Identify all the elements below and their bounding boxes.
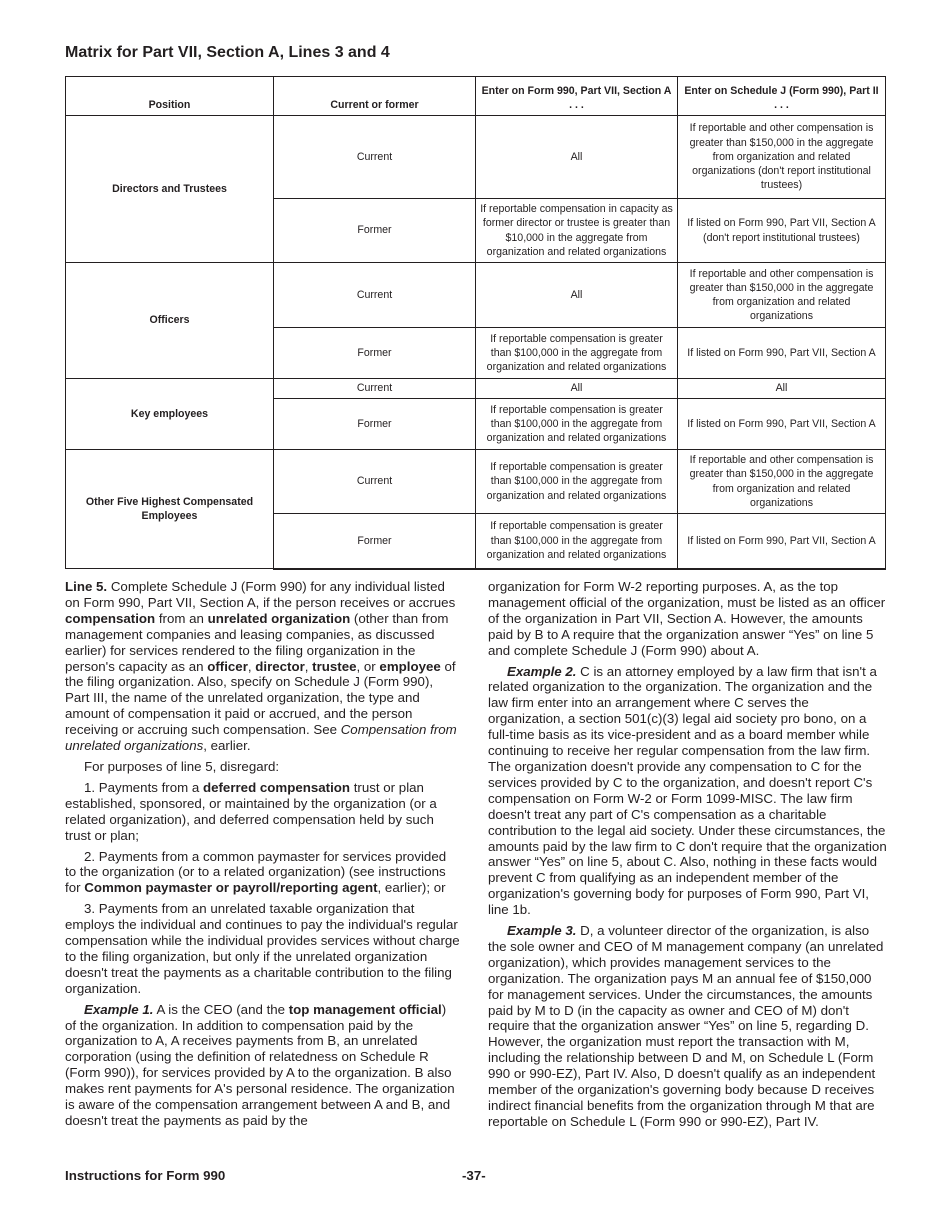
text-run: 1. Payments from a [84, 779, 203, 795]
text-run: D, a volunteer director of the organization, is also the sole owner and CEO of M management company (an unrelated organization), which provides management services to the organization. The organization pays M an annual fee of $150,000 for management services. Under the circumstances, the amounts paid by M to D (in the capacity as owner and CEO of M) don't require that the organization answer “Yes” on line 5, regarding D. However, the organization must report the transaction with M, including the relationship between D and M, on Schedule L (Form 990 or 990-EZ), Part IV. Also, D doesn't qualify as an independent member of the organization's governing body because D receives indirect financial benefits from the organization through M that are reportable on Schedule L (Form 990 or 990-EZ), Part IV. [488, 923, 884, 1129]
text-run: 3. Payments from an unrelated taxable organization that employs the individual and continues to pay the individual's regular compensation while the individual provides services without charge to the filing organization, but only if the unrelated organization doesn't treat the payments as a charitable contribution to the filing organization. [65, 901, 460, 996]
text-run: ) of the organization. In addition to compensation paid by the organization to A, A receives payments from B, an unrelated corporation (using the definition of relatedness on Schedule R (Form 990)), for services provided by A to the organization. B also makes rent payments for A's personal residence. The organization is aware of the compensation arrangement between A and B, and doesn't treat the payments as paid by the [65, 1001, 455, 1128]
paragraph [65, 1002, 460, 1129]
status-cell: Former [274, 399, 476, 450]
text-run: , earlier); or [377, 880, 446, 896]
part7-cell: If reportable compensation in capacity as former director or trustee is greater than $10,000 in the aggregate from organization and related organizations [476, 199, 678, 263]
table-row [66, 116, 886, 199]
table-row [66, 263, 886, 328]
part7-cell: If reportable compensation is greater than $100,000 in the aggregate from organization and related organizations [476, 514, 678, 569]
footer-form-title: Instructions for Form 990 [65, 1168, 226, 1183]
text-run: from an [155, 610, 208, 626]
schedule-j-cell: If reportable and other compensation is greater than $150,000 in the aggregate from organization and related organizations (don't report institutional trustees) [678, 116, 886, 199]
page-title: Matrix for Part VII, Section A, Lines 3 and 4 [65, 44, 390, 61]
text-run: For purposes of line 5, disregard: [84, 758, 280, 774]
schedule-j-cell: All [678, 379, 886, 399]
emphasized-text: Line 5. [65, 579, 108, 594]
text-run: 2. Payments from a common paymaster for services provided to the organization (or to a related organization) (see instructions for [65, 848, 447, 896]
status-cell: Former [274, 328, 476, 379]
emphasized-text: Example 3. [507, 923, 577, 939]
emphasized-text: unrelated organization [207, 610, 351, 626]
column-header: Current or former [274, 77, 476, 116]
emphasized-text: top management official [288, 1001, 442, 1017]
part7-cell: If reportable compensation is greater than $100,000 in the aggregate from organization and related organizations [476, 450, 678, 514]
paragraph [65, 759, 460, 775]
schedule-j-cell: If reportable and other compensation is greater than $150,000 in the aggregate from organization and related organizations [678, 263, 886, 328]
schedule-j-cell: If listed on Form 990, Part VII, Section A (don't report institutional trustees) [678, 199, 886, 263]
table-row [66, 450, 886, 514]
schedule-j-cell: If listed on Form 990, Part VII, Section A [678, 399, 886, 450]
emphasized-text: trustee [312, 658, 357, 674]
status-cell: Current [274, 450, 476, 514]
text-run: (other than from management companies and leasing companies, as discussed earlier) for services rendered to the filing organization in the person's capacity as an [65, 610, 449, 674]
text-run: organization for Form W-2 reporting purposes. A, as the top management official of the organization, must be listed as an officer of the organization in Part VII, Section A. However, the amounts paid by B to A require that the organization answer “Yes” on line 5 and complete Schedule J (Form 990) about A. [488, 579, 886, 658]
schedule-j-cell: If reportable and other compensation is greater than $150,000 in the aggregate from organization and related organizations [678, 450, 886, 514]
emphasized-text: Example 1. [84, 1001, 154, 1017]
paragraph [65, 579, 460, 754]
text-run: A is the CEO (and the [153, 1001, 289, 1017]
emphasized-text: Compensation from unrelated organizations [65, 722, 457, 754]
text-run: trust or plan established, sponsored, or maintained by the organization (or a related organization), and deferred compensation held by such trust or plan; [65, 779, 437, 843]
paragraph [488, 923, 888, 1130]
status-cell: Current [274, 263, 476, 328]
emphasized-text: employee [379, 658, 441, 674]
left-text-column [65, 579, 460, 1134]
position-cell: Key employees [66, 379, 274, 450]
position-cell: Directors and Trustees [66, 116, 274, 263]
part7-cell: All [476, 263, 678, 328]
text-run: of the filing organization. Also, specify on Schedule J (Form 990), Part III, the name of the unrelated organization, the type and amount of compensation it paid or accrued, and the person receiving or accruing such compensation. See [65, 658, 456, 738]
text-run: Complete Schedule J (Form 990) for any individual listed on Form 990, Part VII, Section A, if the person receives or accrues [65, 579, 456, 610]
emphasized-text: compensation [65, 610, 156, 626]
paragraph [488, 664, 888, 919]
text-run: , [304, 658, 313, 674]
emphasized-text: director [255, 658, 305, 674]
part7-cell: All [476, 116, 678, 199]
position-cell: Other Five Highest Compensated Employees [66, 450, 274, 569]
status-cell: Former [274, 514, 476, 569]
status-cell: Former [274, 199, 476, 263]
text-run: , [247, 658, 256, 674]
column-header: Position [66, 77, 274, 116]
part7-cell: If reportable compensation is greater than $100,000 in the aggregate from organization and related organizations [476, 399, 678, 450]
column-header: Enter on Schedule J (Form 990), Part II . . . [678, 77, 886, 116]
part7-cell: If reportable compensation is greater than $100,000 in the aggregate from organization and related organizations [476, 328, 678, 379]
schedule-j-cell: If listed on Form 990, Part VII, Section A [678, 328, 886, 379]
table-header-row [66, 77, 886, 116]
right-text-column [488, 579, 888, 1135]
emphasized-text: Example 2. [507, 663, 577, 679]
text-run: , earlier. [203, 738, 251, 754]
emphasized-text: Common paymaster or payroll/reporting agent [84, 880, 378, 896]
status-cell: Current [274, 116, 476, 199]
paragraph [488, 579, 888, 659]
status-cell: Current [274, 379, 476, 399]
table-row [66, 379, 886, 399]
schedule-j-cell: If listed on Form 990, Part VII, Section A [678, 514, 886, 569]
paragraph [65, 901, 460, 996]
text-run: , or [356, 658, 380, 674]
column-header: Enter on Form 990, Part VII, Section A . . . [476, 77, 678, 116]
emphasized-text: deferred compensation [202, 779, 351, 795]
part7-cell: All [476, 379, 678, 399]
position-cell: Officers [66, 263, 274, 379]
text-run: C is an attorney employed by a law firm that isn't a related organization to the organization. The organization and the law firm enter into an arrangement where C serves the organization, a section 501(c)(3) legal aid society pro bono, on a full-time basis as its vice-president and as a board member while continuing to receive her regular compensation from the law firm. The organization doesn't provide any compensation to C for the services provided by C to the organization, and doesn't report C's compensation on Form W-2 or Form 1099-MISC. The law firm doesn't treat any part of C's compensation as a charitable contribution to the legal aid society. Under these circumstances, the amounts paid by the law firm to C don't require that the organization answer “Yes” on line 5, about C. Also, nothing in these facts would prevent C from qualifying as an independent member of the organization's governing body for purposes of Form 990, Part VI, line 1b. [488, 663, 887, 918]
paragraph [65, 780, 460, 844]
position-matrix-table [65, 76, 886, 570]
page-number: -37- [462, 1168, 486, 1183]
emphasized-text: officer [207, 658, 248, 674]
paragraph [65, 849, 460, 897]
